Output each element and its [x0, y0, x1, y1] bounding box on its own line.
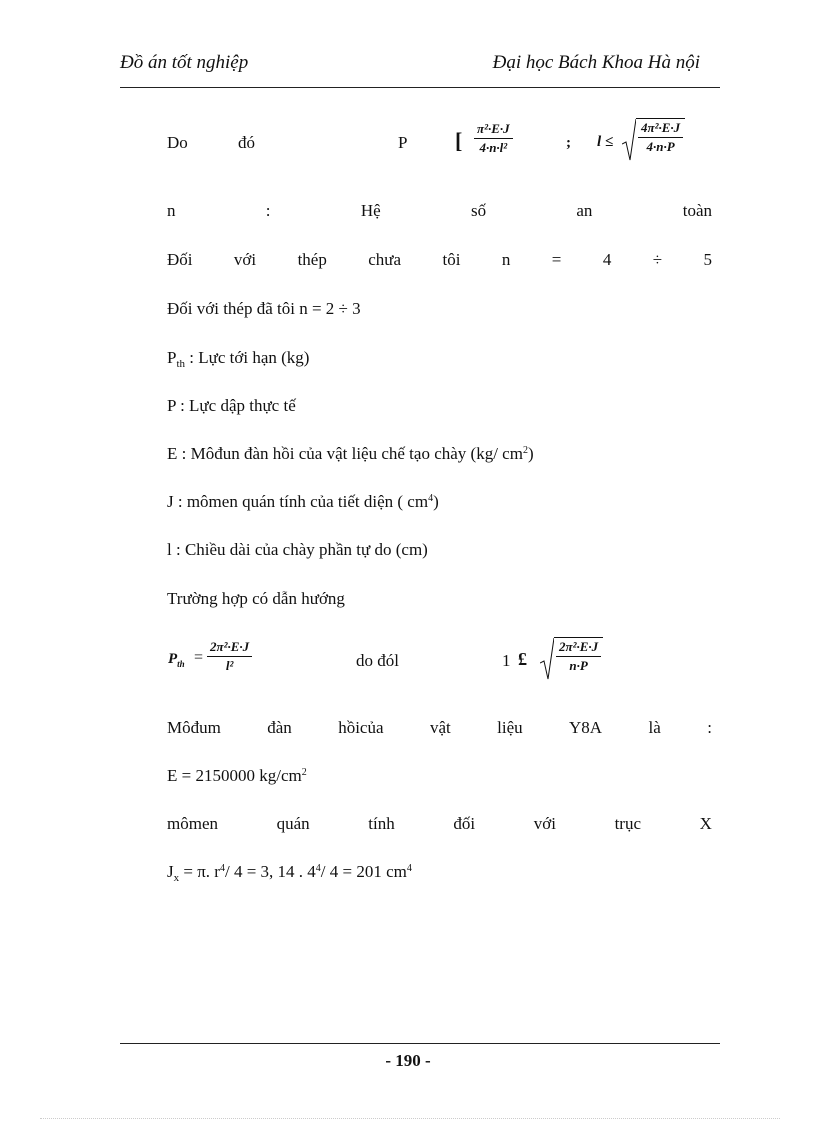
word: Y8A	[569, 718, 603, 737]
word: số	[470, 201, 487, 220]
header-left-title: Đồ án tốt nghiệp	[120, 52, 249, 73]
formula1-fraction	[474, 121, 513, 156]
page-number: - 190 -	[385, 1051, 431, 1070]
word: mômen	[167, 814, 218, 833]
line-punch-length: l : Chiều dài của chày phần tự do (cm)	[167, 540, 428, 559]
calc-part: / 4 = 3, 14 . 4	[224, 862, 316, 881]
formula2-frac-numerator: 2π²·E·J	[207, 639, 252, 657]
word-do-2: đó	[238, 133, 255, 152]
word: trục	[614, 814, 642, 833]
line-critical-force	[167, 348, 712, 370]
line-safety-factor	[167, 201, 712, 221]
symbol: P	[167, 348, 177, 367]
formula1-frac-denominator: 4·n·l²	[479, 140, 508, 155]
line-jx-calculation	[167, 862, 712, 884]
word: n	[501, 250, 511, 269]
pth-label	[168, 651, 185, 669]
word: tôi	[442, 250, 461, 269]
word: thép	[297, 250, 327, 269]
radical-sign-icon	[540, 637, 554, 681]
subscript: th	[176, 358, 186, 370]
do-dol-text: do đól	[356, 651, 399, 670]
word: liệu	[497, 718, 523, 737]
formula2-sqrt-denominator: n·P	[569, 658, 588, 673]
word: ÷	[652, 250, 663, 269]
formula1-sqrt	[622, 118, 685, 162]
word: =	[551, 250, 562, 269]
formula2-fraction	[207, 639, 252, 674]
word: vật	[429, 718, 451, 737]
close-paren: )	[527, 444, 534, 463]
word: với	[533, 814, 556, 833]
word: Đối	[167, 250, 193, 269]
close-paren: )	[433, 492, 439, 511]
l-leq: l ≤	[597, 134, 614, 150]
bottom-dotted-border	[40, 1118, 780, 1119]
line-moment-axis	[167, 814, 712, 834]
symbol: J	[167, 862, 174, 881]
line-hardened-steel: Đối với thép đã tôi n = 2 ÷ 3	[167, 299, 361, 318]
radical-sign-icon	[622, 118, 636, 162]
calc-part: = π. r	[179, 862, 220, 881]
line-modulus	[167, 444, 712, 464]
semicolon: ;	[566, 135, 571, 151]
line-e-value	[167, 766, 712, 786]
superscript: 4	[428, 493, 434, 504]
definition-text: : Lực tới hạn (kg)	[185, 348, 310, 367]
word: hồicủa	[338, 718, 384, 737]
word: 5	[703, 250, 712, 269]
open-bracket: [	[455, 128, 463, 153]
equals-sign: =	[194, 649, 204, 666]
superscript: 4	[219, 863, 225, 874]
word: đối	[453, 814, 476, 833]
calc-part: / 4 = 201 cm	[320, 862, 407, 881]
word: :	[707, 718, 712, 737]
header-rule	[120, 87, 720, 88]
word: 4	[602, 250, 612, 269]
formula2-frac-denominator: l²	[225, 658, 234, 673]
word: toàn	[682, 201, 712, 220]
word: là	[648, 718, 661, 737]
subscript: th	[177, 659, 185, 669]
formula1-frac-numerator: π²·E·J	[474, 121, 513, 139]
symbol-p: P	[398, 133, 408, 152]
word: chưa	[368, 250, 402, 269]
word: quán	[276, 814, 310, 833]
value-text: E = 2150000 kg/cm	[167, 766, 302, 785]
word: tính	[368, 814, 395, 833]
subscript: x	[173, 872, 180, 884]
superscript: 2	[522, 445, 528, 456]
word: an	[576, 201, 593, 220]
word: đàn	[267, 718, 292, 737]
superscript: 2	[301, 767, 307, 778]
word-do: Do	[167, 133, 188, 152]
line-stamping-force: P : Lực dập thực tế	[167, 396, 296, 415]
formula1-sqrt-numerator: 4π²·E·J	[638, 120, 683, 138]
formula2-sqrt	[540, 637, 603, 681]
word: Môđum	[167, 718, 221, 737]
footer-rule	[120, 1043, 720, 1044]
definition-text: E : Môđun đàn hồi của vật liệu chế tạo chày (kg/ cm	[167, 444, 523, 463]
superscript: 4	[406, 863, 412, 874]
line-moment-inertia	[167, 492, 712, 512]
formula2-sqrt-numerator: 2π²·E·J	[556, 639, 601, 657]
symbol: P	[168, 651, 178, 667]
line-modulus-material	[167, 718, 712, 738]
line-guided-case: Trường hợp có dẫn hướng	[167, 589, 345, 608]
word: X	[699, 814, 712, 833]
pound-symbol: £	[518, 649, 527, 669]
formula1-sqrt-denominator: 4·n·P	[646, 139, 675, 154]
header-right-title: Đại học Bách Khoa Hà nội	[492, 52, 700, 73]
superscript: 4	[315, 863, 321, 874]
definition-text: J : mômen quán tính của tiết diện ( cm	[167, 492, 429, 511]
word: n	[167, 201, 176, 220]
line-unhardened-steel	[167, 250, 712, 270]
word: với	[233, 250, 257, 269]
word: Hệ	[360, 201, 381, 220]
word: :	[265, 201, 271, 220]
number-one: 1	[502, 651, 511, 670]
